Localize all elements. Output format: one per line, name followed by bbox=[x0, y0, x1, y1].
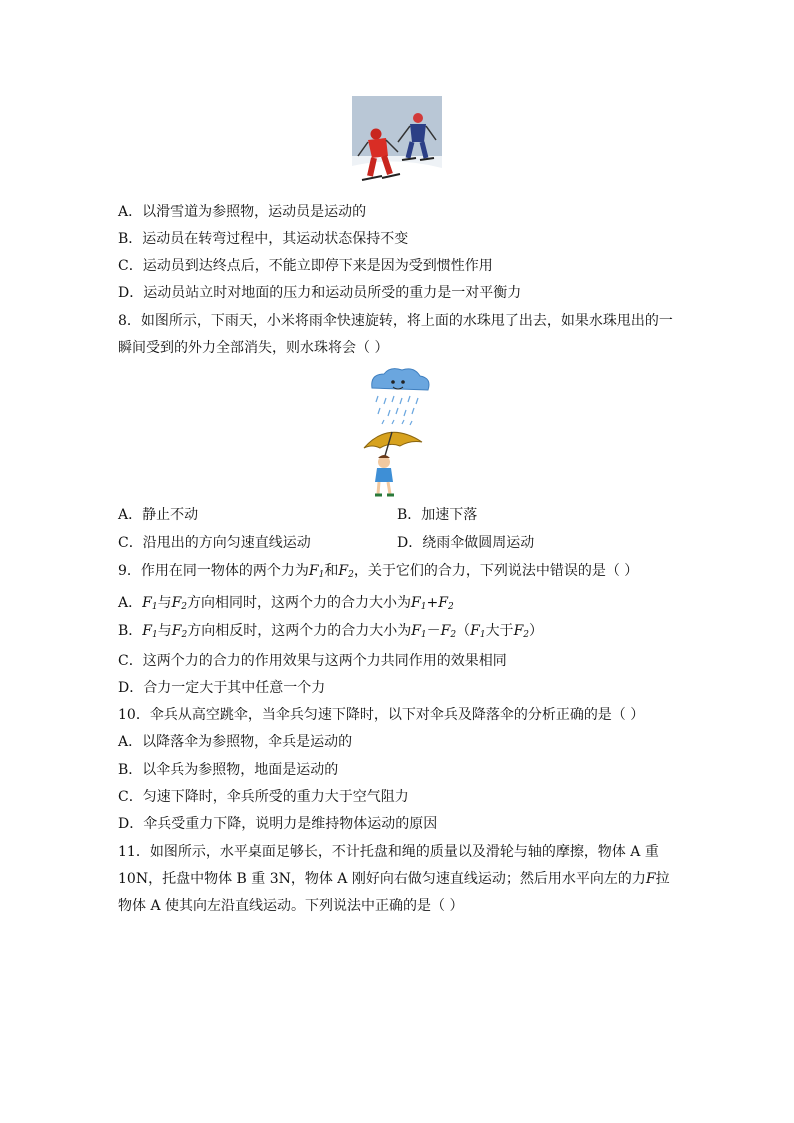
q9-b-f2-letter: F bbox=[171, 623, 182, 639]
q9-var-f2 bbox=[338, 563, 353, 579]
q11-line1: 11．如图所示，水平桌面足够长，不计托盘和绳的质量以及滑轮与轴的摩擦，物体 A 重 bbox=[118, 844, 659, 860]
q9-a-text: 方向相同时，这两个力的合力大小为 bbox=[187, 595, 412, 611]
q9-b-prefix: B． bbox=[118, 623, 143, 639]
q9-b-cond-f1 bbox=[470, 623, 485, 639]
q11-force-f: F bbox=[645, 871, 656, 887]
umbrella-rain-illustration bbox=[360, 366, 434, 498]
q7-option-a: A．以滑雪道为参照物，运动员是运动的 bbox=[118, 204, 367, 220]
q9-a-sum-f1 bbox=[411, 595, 426, 611]
q8-option-a: A．静止不动 bbox=[118, 507, 199, 523]
q9-b-paren-close: ） bbox=[529, 623, 544, 639]
q10-option-c: C．匀速下降时，伞兵所受的重力大于空气阻力 bbox=[118, 789, 409, 805]
q9-b-cond-f2 bbox=[514, 623, 529, 639]
q9-a-f1-letter: F bbox=[142, 595, 152, 611]
umbrella-figure bbox=[360, 366, 434, 498]
q8-stem-line1: 8．如图所示，下雨天，小米将雨伞快速旋转，将上面的水珠甩了出去，如果水珠甩出的一 bbox=[118, 313, 673, 329]
q9-b-diff-f2-sub: 2 bbox=[450, 630, 457, 640]
q9-b-cond-f2-sub: 2 bbox=[523, 630, 530, 640]
q9-a-prefix: A． bbox=[118, 595, 143, 611]
q10-stem: 10．伞兵从高空跳伞，当伞兵匀速下降时，以下对伞兵及降落伞的分析正确的是（ ） bbox=[118, 707, 645, 723]
q9-b-diff-f1-sub: 1 bbox=[420, 630, 427, 640]
q9-option-b bbox=[118, 621, 543, 645]
skiing-figure bbox=[352, 96, 442, 194]
q8-stem-line2: 瞬间受到的外力全部消失，则水珠将会（ ） bbox=[118, 340, 389, 356]
q9-option-a bbox=[118, 593, 454, 617]
q9-f2-letter: F bbox=[338, 563, 349, 579]
q9-b-text: 方向相反时，这两个力的合力大小为 bbox=[187, 623, 412, 639]
q11-line2-end: 拉 bbox=[655, 871, 670, 887]
q9-var-f1 bbox=[309, 563, 324, 579]
skiing-illustration bbox=[352, 96, 442, 194]
q9-stem bbox=[118, 561, 638, 585]
q9-stem-part2: ，关于它们的合力，下列说法中错误的是（ ） bbox=[353, 563, 639, 579]
q9-a-f2-letter: F bbox=[171, 595, 182, 611]
q8-option-c: C．沿甩出的方向匀速直线运动 bbox=[118, 535, 311, 551]
q8-option-d: D．绕雨伞做圆周运动 bbox=[397, 535, 535, 551]
q9-b-f1-letter: F bbox=[142, 623, 153, 639]
q9-a-sum-f2-letter: F bbox=[438, 595, 448, 611]
q9-f2-sub: 2 bbox=[348, 570, 354, 580]
q9-b-diff-f2 bbox=[441, 623, 456, 639]
q8-option-b: B．加速下落 bbox=[397, 507, 478, 523]
q9-stem-part1: 9．作用在同一物体的两个力为 bbox=[118, 563, 309, 579]
q9-b-f1-sub: 1 bbox=[152, 630, 158, 640]
q11-line2-text: 10N，托盘中物体 B 重 3N，物体 A 刚好向右做匀速直线运动；然后用水平向左的力 bbox=[118, 871, 646, 887]
q9-b-f2 bbox=[172, 623, 187, 639]
q9-a-sum-f1-letter: F bbox=[411, 595, 421, 611]
q9-b-diff-f1-letter: F bbox=[411, 623, 421, 639]
q9-b-paren-open: （ bbox=[456, 623, 471, 639]
q9-a-mid: 与 bbox=[157, 595, 172, 611]
q9-b-cond-f2-letter: F bbox=[513, 623, 524, 639]
q9-b-mid: 与 bbox=[157, 623, 172, 639]
q10-option-a: A．以降落伞为参照物，伞兵是运动的 bbox=[118, 734, 353, 750]
q11-line2 bbox=[118, 869, 670, 889]
q9-a-f2-sub: 2 bbox=[181, 602, 188, 612]
q9-option-c: C．这两个力的合力的作用效果与这两个力共同作用的效果相同 bbox=[118, 653, 507, 669]
q9-b-diff-f2-letter: F bbox=[440, 623, 451, 639]
q10-option-d: D．伞兵受重力下降，说明力是维持物体运动的原因 bbox=[118, 816, 438, 832]
q7-option-d: D．运动员站立时对地面的压力和运动员所受的重力是一对平衡力 bbox=[118, 285, 522, 301]
q9-a-f1-sub: 1 bbox=[151, 602, 158, 612]
q9-a-plus: + bbox=[426, 595, 439, 611]
q9-a-sum-f1-sub: 1 bbox=[420, 602, 427, 612]
q9-stem-and: 和 bbox=[324, 563, 339, 579]
q9-b-cond-f1-sub: 1 bbox=[479, 630, 486, 640]
q9-b-minus: － bbox=[426, 623, 441, 639]
q9-a-sum-f2-sub: 2 bbox=[447, 602, 454, 612]
q9-b-cond-f1-letter: F bbox=[470, 623, 480, 639]
q9-a-sum-f2 bbox=[438, 595, 453, 611]
q9-option-d: D．合力一定大于其中任意一个力 bbox=[118, 680, 326, 696]
q9-f1-sub: 1 bbox=[318, 570, 325, 580]
q9-b-diff-f1 bbox=[411, 623, 426, 639]
q9-f1-letter: F bbox=[308, 563, 319, 579]
q10-option-b: B．以伞兵为参照物，地面是运动的 bbox=[118, 762, 339, 778]
q9-b-f2-sub: 2 bbox=[181, 630, 188, 640]
q9-a-f1 bbox=[142, 595, 157, 611]
q7-option-b: B．运动员在转弯过程中，其运动状态保持不变 bbox=[118, 231, 409, 247]
q9-b-f1 bbox=[142, 623, 157, 639]
q9-b-greater: 大于 bbox=[485, 623, 514, 639]
q7-option-c: C．运动员到达终点后，不能立即停下来是因为受到惯性作用 bbox=[118, 258, 493, 274]
q9-a-f2 bbox=[172, 595, 187, 611]
q11-line3: 物体 A 使其向左沿直线运动。下列说法中正确的是（ ） bbox=[118, 898, 464, 914]
